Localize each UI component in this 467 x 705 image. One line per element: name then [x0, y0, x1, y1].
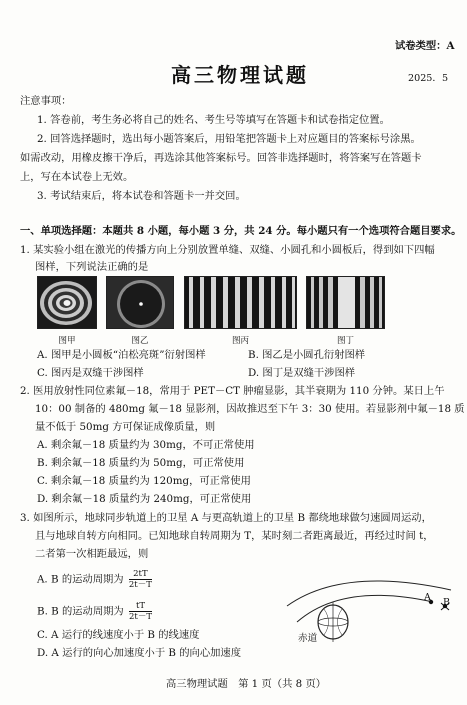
q3-option-a-label: A. B 的运动周期为	[37, 573, 124, 586]
figure-jia-concentric-rings	[37, 276, 97, 329]
figure-yi-poisson-spot	[106, 276, 174, 329]
page-footer: 高三物理试题 第 1 页（共 8 页）	[166, 678, 327, 690]
q1-option-a: A. 图甲是小圆板“泊松亮斑”衍射图样	[37, 349, 206, 361]
caption-ding: 图丁	[336, 336, 354, 346]
caption-bing: 图丙	[231, 336, 249, 346]
q1-option-c: C. 图丙是双缝干涉图样	[37, 367, 144, 379]
q3-option-b	[37, 601, 152, 622]
q3-stem-line-3: 二者第一次相距最远，则	[35, 548, 149, 560]
q3-stem-line-1: 3. 如图所示，地球同步轨道上的卫星 A 与更高轨道上的卫星 B 都绕地球做匀速圆周运动，	[20, 512, 432, 524]
q3-option-a-denominator: 2t－T	[128, 580, 152, 590]
q1-option-b: B. 图乙是小圆孔衍射图样	[248, 349, 366, 361]
q3-option-a-numerator: 2tT	[129, 569, 152, 580]
caption-yi: 图乙	[131, 336, 149, 346]
figure-ding-single-slit-fringes	[306, 276, 385, 329]
q3-option-a-fraction	[129, 569, 152, 590]
q2-option-a: A. 剩余氟－18 质量约为 30mg，不可正常使用	[37, 439, 255, 451]
orbit-a-path	[297, 595, 433, 622]
satellite-b-label: B	[443, 597, 451, 608]
notice-item-1: 1. 答卷前，考生务必将自己的姓名、考生号等填写在答题卡和试卷指定位置。	[37, 114, 390, 126]
q1-stem-line-1: 1. 某实验小组在激光的传播方向上分别放置单缝、双缝、小圆孔和小圆板后，得到如下四幅	[20, 244, 435, 256]
q3-option-a	[37, 569, 152, 590]
notice-item-2-cont-2: 上，写在本试卷上无效。	[20, 171, 134, 183]
caption-jia: 图甲	[58, 336, 76, 346]
q1-stem-line-2: 图样，下列说法正确的是	[35, 261, 149, 273]
q3-option-d: D. A 运行的向心加速度小于 B 的向心加速度	[37, 647, 242, 659]
notice-item-3: 3. 考试结束后，将本试卷和答题卡一并交回。	[37, 190, 246, 202]
q3-option-b-denominator: 2t－T	[129, 612, 153, 622]
q2-option-c: C. 剩余氟－18 质量约为 120mg，可正常使用	[37, 475, 251, 487]
q2-stem-line-3: 量不低于 50mg 方可保证成像质量，则	[35, 421, 216, 433]
notice-item-2: 2. 回答选择题时，选出每小题答案后，用铅笔把答题卡上对应题目的答案标号涂黑。	[37, 133, 421, 145]
equator-label: 赤道	[298, 633, 318, 644]
q3-stem-line-2: 且与地球自转方向相同。已知地球自转周期为 T，某时刻二者距离最近，再经过时间 t，	[35, 530, 434, 542]
satellite-a-label: A	[424, 592, 431, 603]
q1-option-d: D. 图丁是双缝干涉图样	[248, 367, 356, 379]
q3-option-c: C. A 运行的线速度小于 B 的线速度	[37, 629, 200, 641]
notice-heading: 注意事项：	[20, 95, 72, 107]
figure-bing-double-slit-fringes	[184, 276, 297, 329]
exam-date: 2025．5	[408, 73, 449, 84]
q3-option-b-fraction	[129, 601, 152, 622]
page-title: 高三物理试题	[171, 63, 309, 87]
q3-option-b-label: B. B 的运动周期为	[37, 605, 124, 618]
q3-option-b-numerator: tT	[129, 601, 152, 612]
q2-stem-line-1: 2. 医用放射性同位素氟－18，常用于 PET－CT 肿瘤显影，其半衰期为 110 分钟。某日上午	[20, 385, 445, 397]
q2-option-d: D. 剩余氟－18 质量约为 240mg，可正常使用	[37, 493, 252, 505]
notice-item-2-cont-1: 如需改动，用橡皮擦干净后，再选涂其他答案标号。回答非选择题时，将答案写在答题卡	[20, 152, 422, 164]
q2-option-b: B. 剩余氟－18 质量约为 50mg，可正常使用	[37, 457, 245, 469]
section-heading: 一、单项选择题：本题共 8 小题，每小题 3 分，共 24 分。每小题只有一个选项符合题目要求。	[20, 225, 462, 237]
q2-stem-line-2: 10：00 制备的 480mg 氟－18 显影剂，因故推迟至下午 3：30 使用。若显影剂中氟－18 质	[35, 403, 465, 415]
paper-type: 试卷类型：A	[395, 40, 455, 52]
